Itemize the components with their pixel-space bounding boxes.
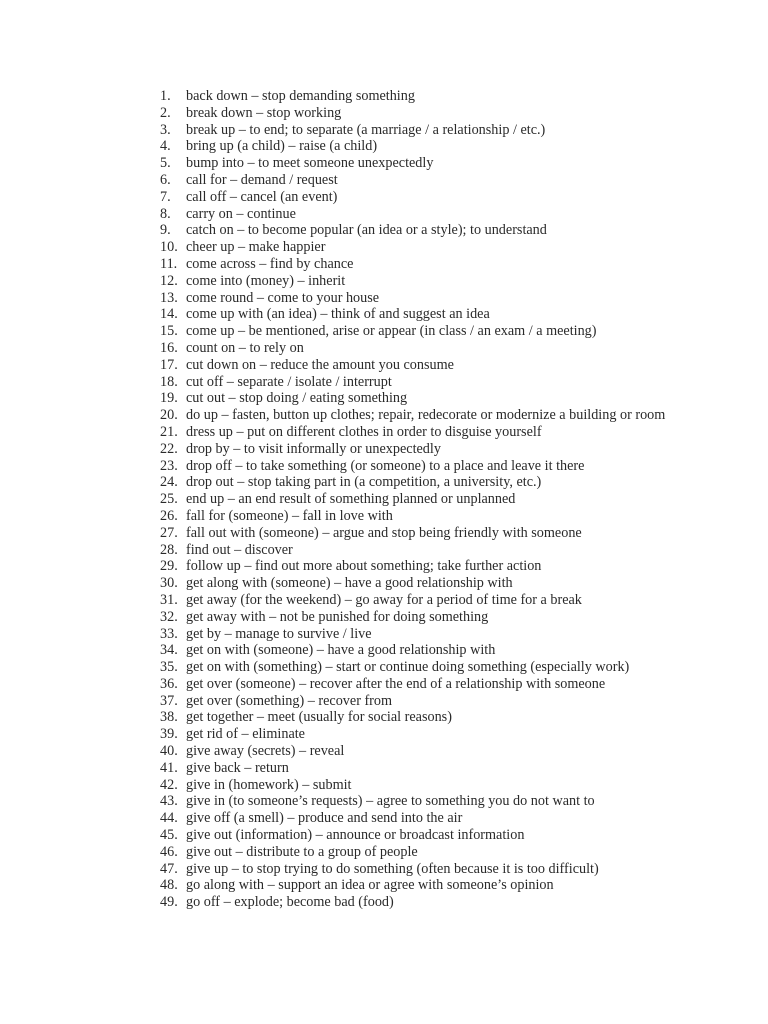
list-item-text: bring up (a child) – raise (a child) — [186, 138, 378, 155]
list-item — [160, 273, 700, 290]
list-item — [160, 323, 700, 340]
phrasal-verb-list — [160, 88, 700, 911]
list-item-number: 44. — [160, 810, 178, 827]
list-item-text: drop out – stop taking part in (a competition, a university, etc.) — [186, 474, 542, 491]
list-item-number: 21. — [160, 423, 178, 440]
list-item — [160, 827, 700, 844]
list-item — [160, 558, 700, 575]
list-item-number: 10. — [160, 239, 178, 256]
list-item — [160, 340, 700, 357]
list-item-number: 14. — [160, 306, 178, 323]
list-item-number: 23. — [160, 457, 178, 474]
list-item-text: get by – manage to survive / live — [186, 625, 372, 642]
list-item — [160, 306, 700, 323]
list-item — [160, 122, 700, 139]
list-item — [160, 138, 700, 155]
list-item-number: 12. — [160, 272, 178, 289]
list-item-number: 22. — [160, 440, 178, 457]
list-item-text: get along with (someone) – have a good relationship with — [186, 575, 513, 592]
list-item-number: 30. — [160, 575, 178, 592]
list-item-text: count on – to rely on — [186, 339, 304, 356]
list-item-number: 28. — [160, 541, 178, 558]
list-item-number: 2. — [160, 104, 171, 121]
list-item-text: follow up – find out more about something; take further action — [186, 558, 542, 575]
list-item-text: do up – fasten, button up clothes; repair, redecorate or modernize a building or room — [186, 407, 666, 424]
list-item-text: dress up – put on different clothes in order to disguise yourself — [186, 423, 542, 440]
list-item-number: 45. — [160, 827, 178, 844]
list-item — [160, 743, 700, 760]
list-item — [160, 256, 700, 273]
list-item-text: come into (money) – inherit — [186, 272, 346, 289]
list-item — [160, 88, 700, 105]
list-item-text: give out (information) – announce or broadcast information — [186, 827, 525, 844]
list-item-number: 35. — [160, 659, 178, 676]
list-item-number: 16. — [160, 339, 178, 356]
list-item-text: get on with (something) – start or continue doing something (especially work) — [186, 659, 630, 676]
list-item-text: go along with – support an idea or agree with someone’s opinion — [186, 877, 554, 894]
list-item — [160, 407, 700, 424]
list-item-number: 37. — [160, 692, 178, 709]
list-item-number: 20. — [160, 407, 178, 424]
list-item-number: 47. — [160, 860, 178, 877]
list-item — [160, 760, 700, 777]
list-item-text: call for – demand / request — [186, 171, 338, 188]
list-item-number: 41. — [160, 759, 178, 776]
list-item — [160, 659, 700, 676]
list-item — [160, 726, 700, 743]
list-item-number: 18. — [160, 373, 178, 390]
list-item-text: get over (someone) – recover after the end of a relationship with someone — [186, 675, 606, 692]
list-item — [160, 172, 700, 189]
list-item-text: get on with (someone) – have a good relationship with — [186, 642, 496, 659]
list-item — [160, 189, 700, 206]
list-item — [160, 390, 700, 407]
list-item-number: 36. — [160, 675, 178, 692]
list-item — [160, 693, 700, 710]
list-item-text: give away (secrets) – reveal — [186, 743, 345, 760]
list-item-number: 9. — [160, 222, 171, 239]
list-item — [160, 105, 700, 122]
list-item-number: 6. — [160, 171, 171, 188]
list-item-number: 5. — [160, 155, 171, 172]
list-item-number: 15. — [160, 323, 178, 340]
list-item-text: fall out with (someone) – argue and stop being friendly with someone — [186, 524, 582, 541]
list-item — [160, 592, 700, 609]
list-item-text: get rid of – eliminate — [186, 726, 305, 743]
list-item-text: get together – meet (usually for social reasons) — [186, 709, 452, 726]
list-item-number: 29. — [160, 558, 178, 575]
list-item-number: 25. — [160, 491, 178, 508]
list-item-number: 42. — [160, 776, 178, 793]
list-item-number: 48. — [160, 877, 178, 894]
list-item-text: come up – be mentioned, arise or appear (in class / an exam / a meeting) — [186, 323, 597, 340]
list-item-text: cheer up – make happier — [186, 239, 326, 256]
list-item — [160, 861, 700, 878]
list-item — [160, 357, 700, 374]
list-item-text: get away (for the weekend) – go away for a period of time for a break — [186, 591, 582, 608]
list-item-number: 26. — [160, 507, 178, 524]
list-item-number: 7. — [160, 188, 171, 205]
list-item-number: 24. — [160, 474, 178, 491]
list-item-number: 1. — [160, 88, 171, 104]
list-item-text: give in (to someone’s requests) – agree to something you do not want to — [186, 793, 595, 810]
list-item-text: come across – find by chance — [186, 255, 354, 272]
list-item-text: break down – stop working — [186, 104, 342, 121]
list-item — [160, 575, 700, 592]
list-item — [160, 441, 700, 458]
list-item-number: 4. — [160, 138, 171, 155]
list-item — [160, 793, 700, 810]
list-item-text: fall for (someone) – fall in love with — [186, 507, 393, 524]
list-item-text: find out – discover — [186, 541, 293, 558]
list-item-text: drop off – to take something (or someone) to a place and leave it there — [186, 457, 585, 474]
list-item-text: cut out – stop doing / eating something — [186, 390, 408, 407]
list-item-text: end up – an end result of something planned or unplanned — [186, 491, 516, 508]
list-item-text: bump into – to meet someone unexpectedly — [186, 155, 434, 172]
list-item-number: 46. — [160, 843, 178, 860]
list-item — [160, 777, 700, 794]
list-item-text: catch on – to become popular (an idea or a style); to understand — [186, 222, 547, 239]
list-item — [160, 844, 700, 861]
list-item-number: 3. — [160, 121, 171, 138]
list-item-text: give back – return — [186, 759, 289, 776]
list-item — [160, 676, 700, 693]
list-item-text: give in (homework) – submit — [186, 776, 352, 793]
list-item-text: get over (something) – recover from — [186, 692, 393, 709]
list-item — [160, 206, 700, 223]
list-item — [160, 458, 700, 475]
list-item-number: 33. — [160, 625, 178, 642]
list-item-text: give out – distribute to a group of people — [186, 843, 418, 860]
list-item-text: break up – to end; to separate (a marriage / a relationship / etc.) — [186, 121, 546, 138]
list-item — [160, 810, 700, 827]
list-item — [160, 290, 700, 307]
list-item-number: 31. — [160, 591, 178, 608]
list-item — [160, 609, 700, 626]
list-item-text: come round – come to your house — [186, 289, 380, 306]
list-item-number: 38. — [160, 709, 178, 726]
list-item — [160, 525, 700, 542]
list-item-text: come up with (an idea) – think of and suggest an idea — [186, 306, 490, 323]
list-item-text: get away with – not be punished for doing something — [186, 608, 489, 625]
list-item — [160, 709, 700, 726]
list-item-number: 17. — [160, 356, 178, 373]
list-item-number: 8. — [160, 205, 171, 222]
list-item — [160, 894, 700, 911]
list-item-number: 27. — [160, 524, 178, 541]
list-item-text: cut down on – reduce the amount you consume — [186, 356, 454, 373]
list-item — [160, 626, 700, 643]
list-item-number: 19. — [160, 390, 178, 407]
list-item-number: 39. — [160, 726, 178, 743]
list-item-number: 13. — [160, 289, 178, 306]
list-item — [160, 155, 700, 172]
list-item-text: go off – explode; become bad (food) — [186, 894, 394, 911]
list-item — [160, 508, 700, 525]
list-item — [160, 877, 700, 894]
list-item — [160, 374, 700, 391]
list-item-number: 43. — [160, 793, 178, 810]
list-item — [160, 239, 700, 256]
list-item-text: give off (a smell) – produce and send into the air — [186, 810, 463, 827]
list-item-number: 11. — [160, 255, 178, 272]
list-item — [160, 424, 700, 441]
list-item — [160, 491, 700, 508]
list-item-number: 40. — [160, 743, 178, 760]
list-item-text: call off – cancel (an event) — [186, 188, 338, 205]
list-item-text: cut off – separate / isolate / interrupt — [186, 373, 392, 390]
list-item-number: 32. — [160, 608, 178, 625]
list-item-text: carry on – continue — [186, 205, 296, 222]
list-item — [160, 222, 700, 239]
list-item — [160, 474, 700, 491]
list-item-number: 49. — [160, 894, 178, 911]
list-item — [160, 542, 700, 559]
list-item-text: give up – to stop trying to do something (often because it is too difficult) — [186, 860, 599, 877]
list-item-number: 34. — [160, 642, 178, 659]
list-item-text: back down – stop demanding something — [186, 88, 415, 104]
list-item — [160, 642, 700, 659]
list-item-text: drop by – to visit informally or unexpectedly — [186, 440, 441, 457]
